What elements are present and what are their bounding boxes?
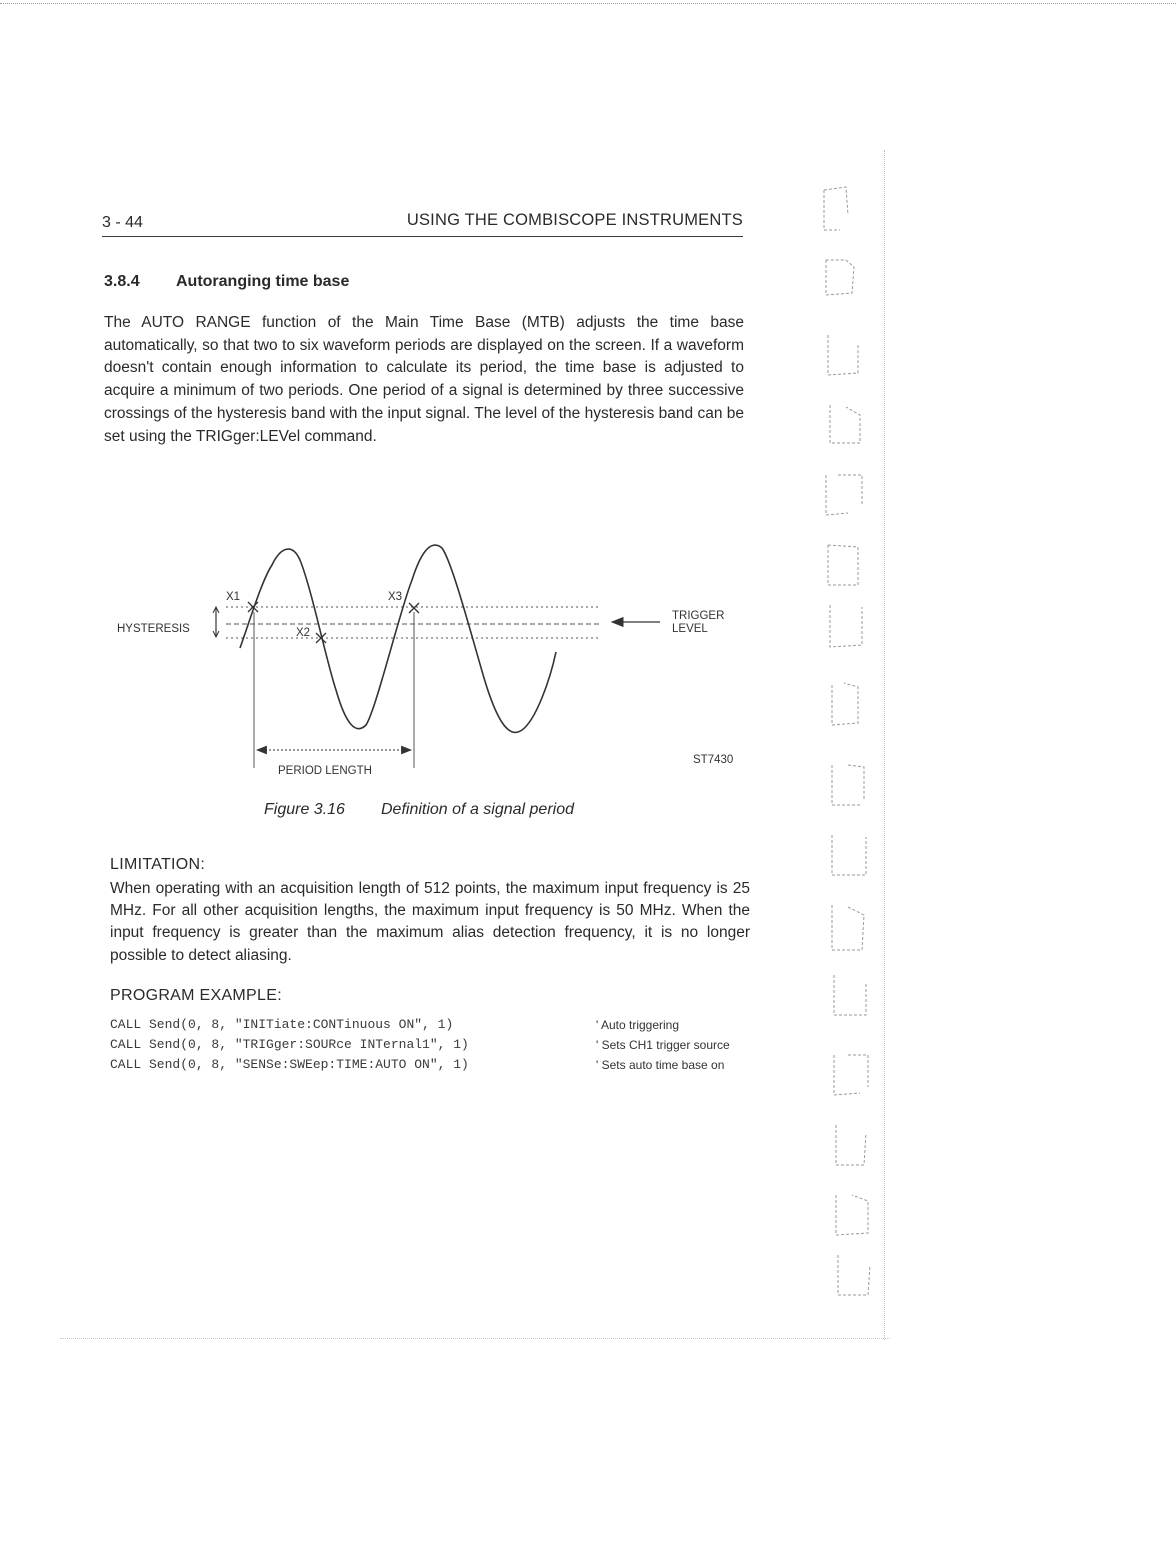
- index-tab: [834, 975, 866, 1015]
- limitation-label: LIMITATION:: [110, 856, 206, 873]
- body-paragraph: The AUTO RANGE function of the Main Time Base (MTB) adjusts the time base automatically, so that two to six waveform periods are displayed on the screen. If a waveform doesn't contain enough information to calculate its period, the time base is adjusted to acquire a minimum of two periods. One period of a signal is determined by three successive crossings of the hysteresis band with the input signal. The level of the hysteresis band can be set using the TRIGger:LEVel command.: [104, 314, 744, 445]
- program-comments: [596, 1015, 786, 1075]
- signal-waveform: [240, 545, 556, 732]
- code-line: CALL Send(0, 8, "TRIGger:SOURce INTernal1", 1): [110, 1037, 469, 1052]
- running-title: USING THE COMBISCOPE INSTRUMENTS: [406, 211, 743, 229]
- scan-edge-top: [0, 0, 1176, 4]
- code-comment: ' Auto triggering: [596, 1018, 680, 1032]
- index-tab: [832, 765, 864, 805]
- section-heading: [104, 273, 349, 291]
- x1-label: X1: [226, 591, 241, 603]
- code-comment: ' Sets CH1 trigger source: [596, 1038, 730, 1052]
- signal-period-figure: [100, 520, 760, 790]
- signal-period-diagram: [100, 520, 760, 790]
- code-line: CALL Send(0, 8, "SENSe:SWEep:TIME:AUTO ON", 1): [110, 1057, 469, 1072]
- index-tab: [828, 335, 858, 375]
- index-tab: [836, 1125, 866, 1165]
- limitation-text: When operating with an acquisition length of 512 points, the maximum input frequency is 25 MHz. For all other acquisition lengths, the maximum input frequency is 50 MHz. When the input frequency is greater than the maximum alias detection frequency, it is no longer possible to detect aliasing.: [110, 880, 750, 964]
- index-tab: [826, 475, 862, 515]
- index-tab: [832, 835, 866, 875]
- program-code-block: [110, 1015, 590, 1075]
- page-header: [102, 210, 743, 237]
- x3-marker: [409, 603, 419, 613]
- code-comment: ' Sets auto time base on: [596, 1058, 725, 1072]
- period-length-label: PERIOD LENGTH: [278, 765, 372, 777]
- program-example-label: PROGRAM EXAMPLE:: [110, 987, 282, 1004]
- binder-index-tabs: [818, 175, 878, 1305]
- scan-edge-bottom: [60, 1338, 890, 1340]
- hysteresis-label: HYSTERESIS: [117, 623, 190, 635]
- figure-caption: [264, 801, 574, 819]
- index-tab: [838, 1255, 870, 1295]
- trigger-label-line1: TRIGGER: [672, 610, 725, 622]
- index-tab: [830, 605, 862, 647]
- section-number: 3.8.4: [104, 273, 140, 290]
- trigger-label-line2: LEVEL: [672, 623, 708, 635]
- index-tab: [836, 1195, 868, 1235]
- index-tab: [830, 405, 860, 443]
- index-tab: [828, 545, 858, 585]
- figure-code: ST7430: [693, 754, 734, 766]
- index-tab: [832, 683, 858, 725]
- index-tab: [824, 187, 848, 230]
- index-tab: [832, 905, 864, 950]
- code-line: CALL Send(0, 8, "INITiate:CONTinuous ON", 1): [110, 1017, 454, 1032]
- page-number: 3 - 44: [102, 214, 143, 231]
- index-tab: [834, 1055, 868, 1095]
- section-title: Autoranging time base: [176, 273, 350, 290]
- index-tab: [826, 260, 854, 295]
- x3-label: X3: [388, 591, 403, 603]
- figure-caption-text: Definition of a signal period: [381, 801, 575, 818]
- scan-edge-right: [884, 150, 886, 1340]
- x2-label: X2: [296, 627, 311, 639]
- figure-caption-number: Figure 3.16: [264, 801, 345, 818]
